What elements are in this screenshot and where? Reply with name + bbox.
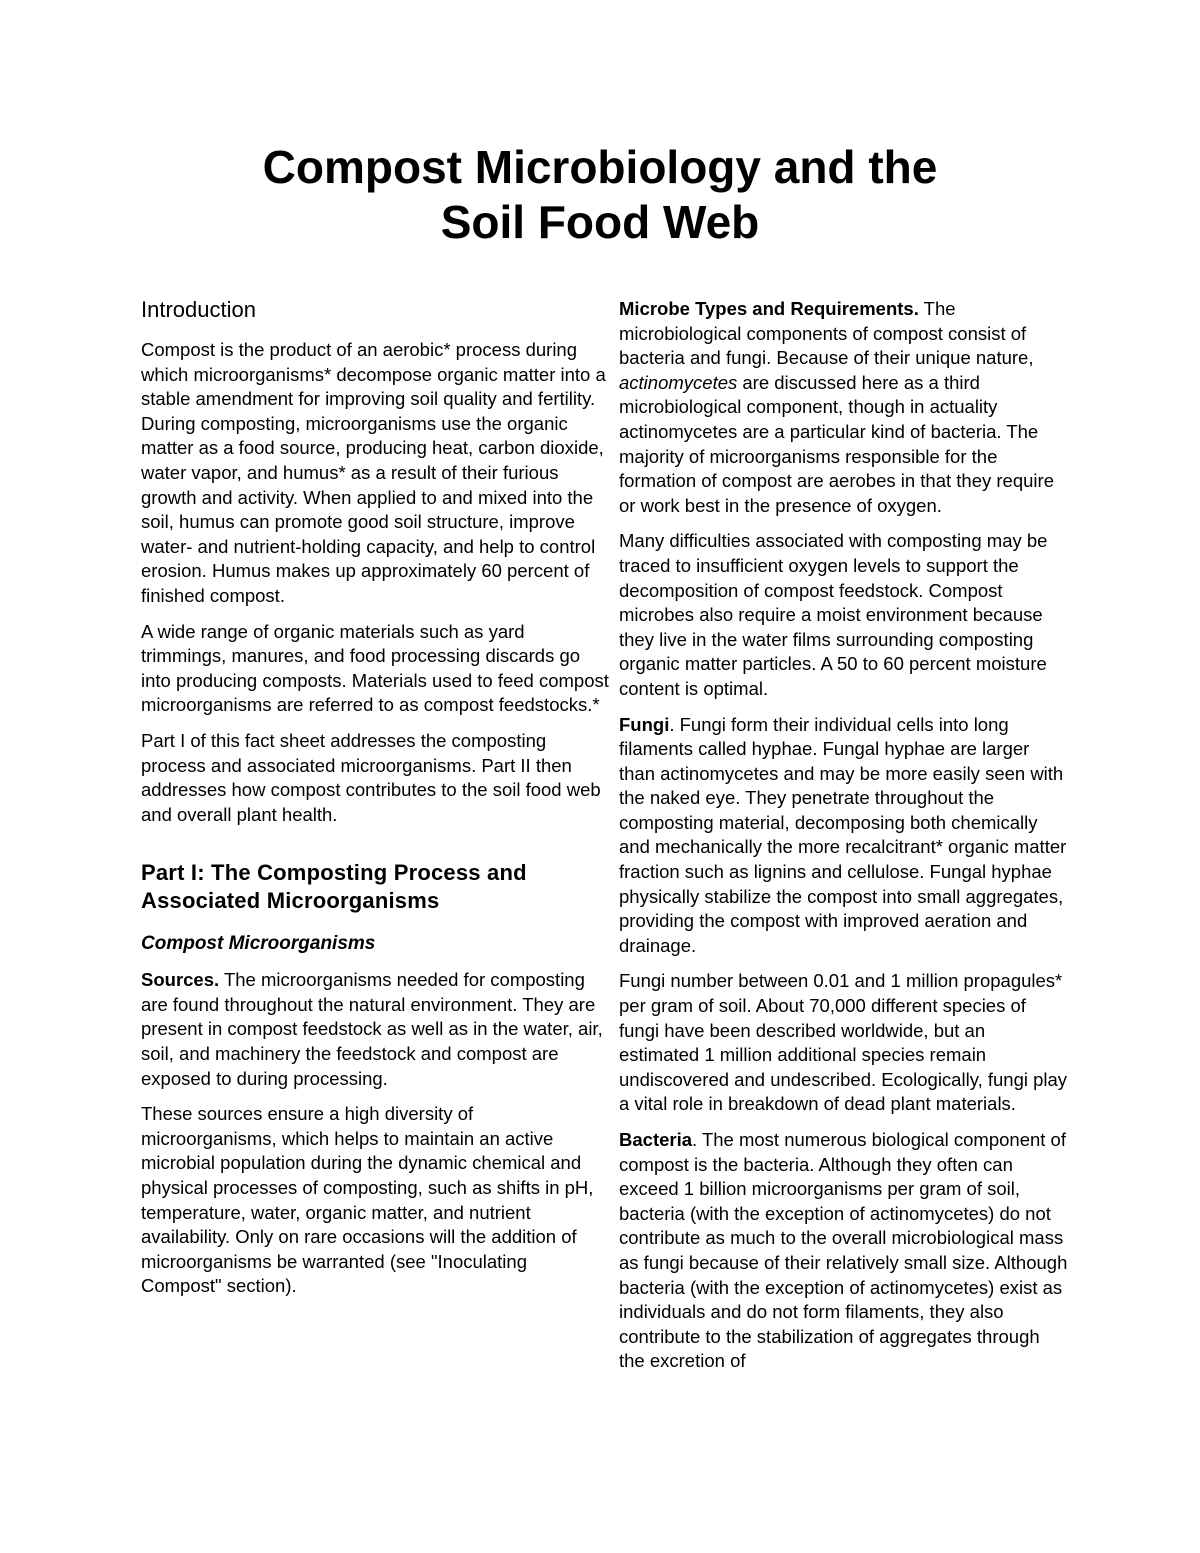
intro-paragraph-3: Part I of this fact sheet addresses the composting process and associated microorganisms. Part II then addresses how compost contributes to the soil food web and overall plant health. xyxy=(141,729,601,825)
sources-lead: Sources. xyxy=(141,969,220,991)
intro-paragraph-1: Compost is the product of an aerobic* process during which microorganisms* decompose organic matter into a stable amendment for improving soil quality and fertility. During composting, microorganisms use the organic matter as a food source, producing heat, carbon dioxide, water vapor, and humus* as a result of their furious growth and activity. When applied to and mixed into the soil, humus can promote good soil structure, improve water- and nutrient-holding capacity, and help to control erosion. Humus makes up approximately 60 percent of finished compost. xyxy=(141,339,606,606)
bacteria-text: . The most numerous biological component of compost is the bacteria. Although they often can exceed 1 billion microorganisms per gram of soil, bacteria (with the exception of actinomycetes) do not contribute as much to the overall microbiological mass as fungi because of their relatively small size. Although bacteria (with the exception of actinomycetes) exist as individuals and do not form filaments, they also contribute to the stabilization of aggregates through the excretion of xyxy=(619,1129,1068,1372)
intro-paragraph-2: A wide range of organic materials such as yard trimmings, manures, and food processing discards go into producing composts. Materials used to feed compost microorganisms are referred to as compost feedstocks.* xyxy=(141,620,609,716)
microbe-types-text-1: The microbiological components of compost consist of bacteria and fungi. Because of their unique nature, xyxy=(619,298,1034,369)
fungi-paragraph xyxy=(619,713,1069,959)
oxygen-moisture-paragraph: Many difficulties associated with composting may be traced to insufficient oxygen levels to support the decomposition of compost feedstock. Compost microbes also require a moist environment because they live in the water films surrounding composting organic matter particles. A 50 to 60 percent moisture content is optimal. xyxy=(619,530,1048,699)
microbe-types-paragraph xyxy=(619,297,1069,518)
bacteria-paragraph xyxy=(619,1128,1069,1374)
document-title xyxy=(0,140,1200,250)
part-one-heading-line-1: Part I: The Composting Process and xyxy=(141,860,527,886)
actinomycetes-term: actinomycetes xyxy=(619,371,738,393)
right-column xyxy=(619,297,1069,1385)
microbe-types-lead: Microbe Types and Requirements. xyxy=(619,298,919,319)
fungi-text: . Fungi form their individual cells into long filaments called hyphae. Fungal hyphae are larger than actinomycetes and may be more easily seen with the naked eye. They penetrate throughout the composting material, decomposing both chemically and mechanically the more recalcitrant* organic matter fraction such as lignins and cellulose. Fungal hyphae physically stabilize the compost into small aggregates, providing the compost with improved aeration and drainage. xyxy=(619,713,1067,956)
part-one-heading xyxy=(141,859,611,915)
sources-diversity-paragraph: These sources ensure a high diversity of microorganisms, which helps to maintain an active microbial population during the dynamic chemical and physical processes of composting, such as shifts in pH, temperature, water, organic matter, and nutrient availability. Only on rare occasions will the addition of microorganisms be warranted (see "Inoculating Compost" section). xyxy=(141,1103,594,1297)
bacteria-lead: Bacteria xyxy=(619,1129,693,1150)
fungi-lead: Fungi xyxy=(619,713,670,735)
title-line-2: Soil Food Web xyxy=(440,196,760,248)
title-line-1: Compost Microbiology and the xyxy=(262,141,938,193)
introduction-heading: Introduction xyxy=(141,297,256,322)
microbe-types-text-2: are discussed here as a third microbiological component, though in actuality actinomycetes are a particular kind of bacteria. The majority of microorganisms responsible for the formation of compost are aerobes in that they require or work best in the presence of oxygen. xyxy=(619,371,1054,516)
fungi-number-paragraph: Fungi number between 0.01 and 1 million propagules* per gram of soil. About 70,000 different species of fungi have been described worldwide, but an estimated 1 million additional species remain undiscovered and undescribed. Ecologically, fungi play a vital role in breakdown of dead plant materials. xyxy=(619,970,1068,1115)
compost-microorganisms-heading: Compost Microorganisms xyxy=(141,933,376,955)
sources-text: The microorganisms needed for composting are found throughout the natural environment. They are present in compost feedstock as well as in the water, air, soil, and machinery the feedstock and compost are exposed to during processing. xyxy=(141,969,603,1089)
part-one-heading-line-2: Associated Microorganisms xyxy=(141,888,440,914)
left-column xyxy=(141,296,611,1310)
sources-paragraph xyxy=(141,968,611,1091)
